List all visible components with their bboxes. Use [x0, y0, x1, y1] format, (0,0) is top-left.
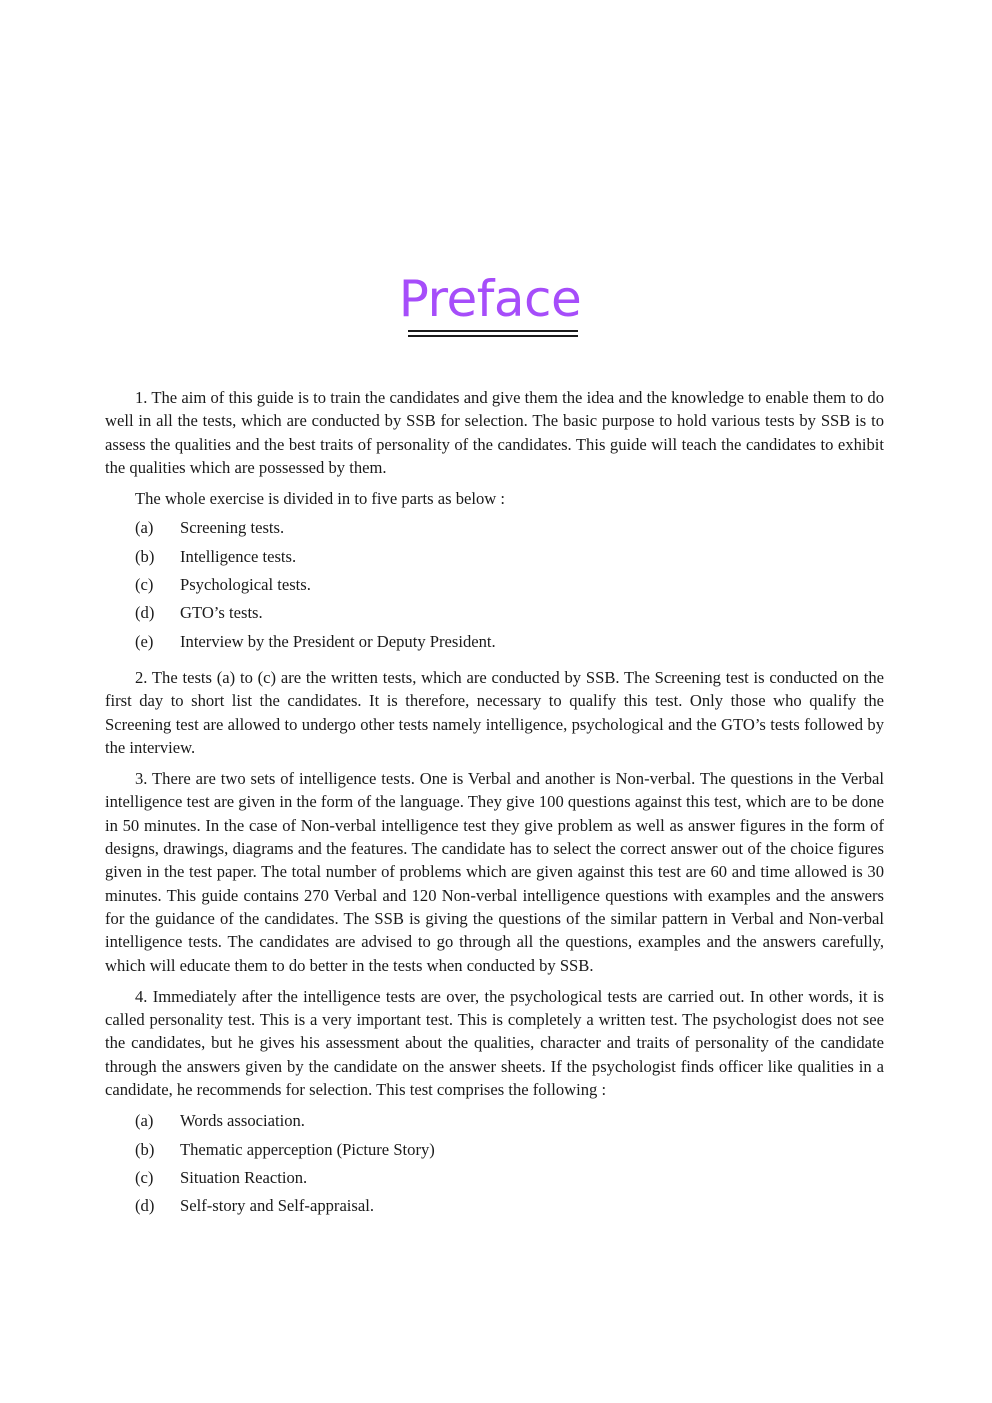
list-item — [105, 1166, 884, 1194]
parts-list — [105, 516, 884, 657]
parts-intro: The whole exercise is divided in to five parts as below : — [135, 489, 506, 509]
list-item-text: Situation Reaction. — [180, 1167, 308, 1187]
list-item-text: GTO’s tests. — [180, 603, 263, 623]
page-body — [105, 386, 884, 1231]
list-item-key: (c) — [135, 575, 154, 595]
title-block — [0, 268, 992, 330]
paragraph-3: 3. There are two sets of intelligence tests. One is Verbal and another is Non-verbal. The questions in the Verbal intelligence test are given in the form of the language. They give 100 questions against this test, which are to be done in 50 minutes. In the case of Non-verbal intelligence test they give problem as well as answer figures in the form of designs, drawings, diagrams and the features. The candidate has to select the correct answer out of the choice figures given in the test paper. The total number of problems which are given against this test are 60 and time allowed is 30 minutes. This guide contains 270 Verbal and 120 Non-verbal intelligence questions with examples and the answers for the guidance of the candidates. The SSB is giving the questions of the similar pattern in Verbal and Non-verbal intelligence tests. The candidates are advised to go through all the questions, examples and the answers carefully, which will educate them to do better in the tests when conducted by SSB. — [105, 769, 884, 975]
list-item-text: Psychological tests. — [180, 575, 311, 595]
page-title: Preface — [398, 270, 582, 328]
list-item-key: (a) — [135, 1111, 154, 1131]
title-double-rule — [408, 330, 578, 337]
list-item-key: (e) — [135, 631, 154, 651]
list-item — [105, 573, 884, 601]
list-item — [105, 1194, 884, 1222]
list-item — [105, 630, 884, 658]
list-item-key: (d) — [135, 603, 155, 623]
psych-tests-list — [105, 1109, 884, 1222]
list-item — [105, 516, 884, 544]
paragraph-4: 4. Immediately after the intelligence tests are over, the psychological tests are carried out. In other words, it is called personality test. This is a very important test. This is completely a written test. The psychologist does not see the candidates, but he gives his assessment about the qualities, character and traits of personality of the candidate through the answers given by the candidate on the answer sheets. If the psychologist finds officer like qualities in a candidate, he recommends for selection. This test comprises the following : — [105, 986, 884, 1100]
list-item-key: (c) — [135, 1167, 154, 1187]
list-item — [105, 601, 884, 629]
list-item-key: (a) — [135, 518, 154, 538]
list-item-key: (b) — [135, 546, 155, 566]
list-item-text: Words association. — [180, 1111, 305, 1131]
list-item-text: Interview by the President or Deputy President. — [180, 631, 496, 651]
list-item — [105, 1109, 884, 1137]
list-item-text: Thematic apperception (Picture Story) — [180, 1139, 435, 1159]
list-item-text: Intelligence tests. — [180, 546, 297, 566]
list-item-text: Self-story and Self-appraisal. — [180, 1196, 374, 1216]
paragraph-2: 2. The tests (a) to (c) are the written tests, which are conducted by SSB. The Screening test is conducted on the first day to short list the candidates. It is therefore, necessary to qualify this test. Only those who qualify the Screening test are allowed to undergo other tests namely intelligence, psychological and the GTO’s tests followed by the interview. — [105, 667, 884, 757]
paragraph-1: 1. The aim of this guide is to train the candidates and give them the idea and the knowledge to enable them to do well in all the tests, which are conducted by SSB for selection. The basic purpose to hold various tests by SSB is to assess the qualities and the best traits of personality of the candidates. This guide will teach the candidates to exhibit the qualities which are possessed by them. — [105, 388, 884, 477]
list-item — [105, 545, 884, 573]
list-item-text: Screening tests. — [180, 518, 285, 538]
list-item — [105, 1138, 884, 1166]
list-item-key: (b) — [135, 1139, 155, 1159]
list-item-key: (d) — [135, 1196, 155, 1216]
